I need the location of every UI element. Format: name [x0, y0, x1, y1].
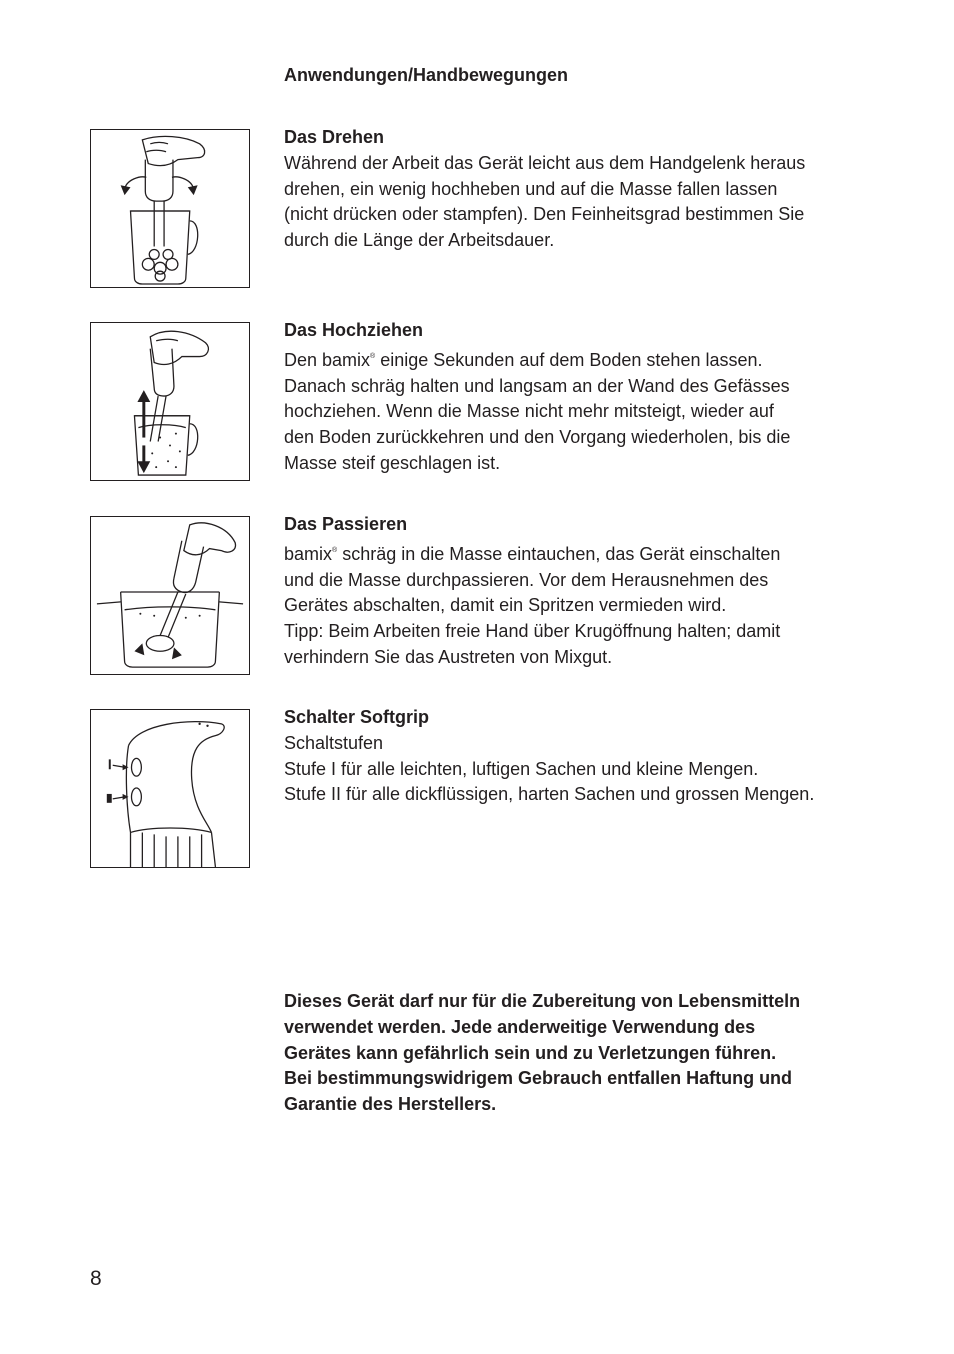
body-line [284, 538, 884, 568]
registered-mark: ® [370, 352, 376, 360]
illustration-drehen [90, 129, 250, 288]
section-heading: Das Drehen [284, 127, 385, 147]
body-line: verhindern Sie das Austreten von Mixgut. [284, 646, 613, 667]
illustration-softgrip [90, 709, 250, 868]
body-line: Stufe I für alle leichten, luftigen Sachen und kleine Mengen. [284, 758, 759, 779]
section-heading: Das Passieren [284, 514, 408, 534]
illustration-hochziehen [90, 322, 250, 481]
body-line: Masse steif geschlagen ist. [284, 452, 501, 473]
text-passieren [284, 512, 884, 671]
illustration-passieren [90, 516, 250, 675]
body-line: durch die Länge der Arbeitsdauer. [284, 230, 555, 251]
text-drehen [284, 125, 884, 254]
line-text: Den bamix [284, 349, 371, 370]
body-line: und die Masse durchpassieren. Vor dem Herausnehmen des [284, 569, 769, 590]
text-hochziehen [284, 318, 884, 477]
blender-lifting-icon [91, 323, 249, 480]
switch-softgrip-icon [91, 710, 249, 867]
warning-line: Gerätes kann gefährlich sein und zu Verletzungen führen. [284, 1042, 777, 1063]
body-line: Schaltstufen [284, 732, 384, 753]
body-line: Danach schräg halten und langsam an der Wand des Gefässes [284, 375, 790, 396]
body-line: Gerätes abschalten, damit ein Spritzen vermieden wird. [284, 595, 727, 616]
body-line: (nicht drücken oder stampfen). Den Feinheitsgrad bestimmen Sie [284, 204, 805, 225]
body-line: hochziehen. Wenn die Masse nicht mehr mitsteigt, wieder auf [284, 401, 774, 422]
page-number: 8 [90, 1267, 102, 1290]
body-line: den Boden zurückkehren und den Vorgang wiederholen, bis die [284, 427, 791, 448]
warning-line: Garantie des Herstellers. [284, 1094, 497, 1115]
line-text: bamix [284, 543, 333, 564]
body-line [284, 344, 884, 374]
body-line: Tipp: Beim Arbeiten freie Hand über Krugöffnung halten; damit [284, 621, 781, 642]
warning-line: verwendet werden. Jede anderweitige Verwendung des [284, 1016, 756, 1037]
page-title: Anwendungen/Handbewegungen [284, 65, 568, 85]
section-heading: Das Hochziehen [284, 320, 424, 340]
blender-pot-icon [91, 517, 249, 674]
blender-rotating-icon [91, 130, 249, 287]
registered-mark: ® [332, 546, 338, 554]
body-line: Stufe II für alle dickflüssigen, harten Sachen und grossen Mengen. [284, 784, 815, 805]
text-softgrip [284, 705, 884, 808]
safety-warning [284, 989, 904, 1118]
line-text: einige Sekunden auf dem Boden stehen lassen. [375, 349, 763, 370]
line-text: schräg in die Masse eintauchen, das Gerät einschalten [337, 543, 781, 564]
warning-line: Dieses Gerät darf nur für die Zubereitung von Lebensmitteln [284, 991, 801, 1011]
warning-line: Bei bestimmungswidrigem Gebrauch entfallen Haftung und [284, 1068, 793, 1089]
section-heading: Schalter Softgrip [284, 707, 430, 727]
body-line: Während der Arbeit das Gerät leicht aus dem Handgelenk heraus [284, 152, 806, 173]
body-line: drehen, ein wenig hochheben und auf die Masse fallen lassen [284, 178, 778, 199]
